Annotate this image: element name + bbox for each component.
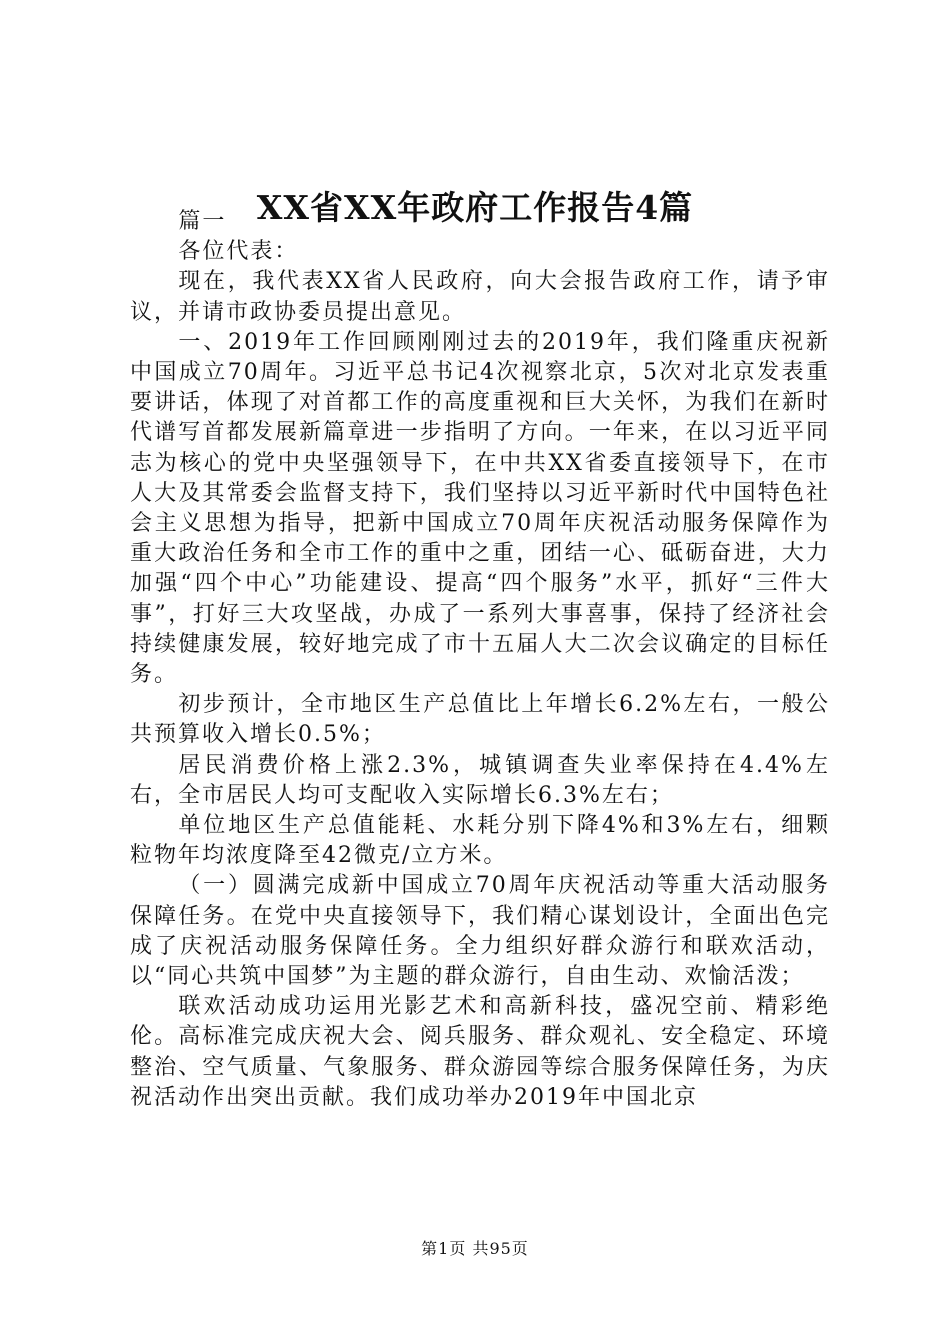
paragraph: 单位地区生产总值能耗、水耗分别下降4%和3%左右，细颗粒物年均浓度降至42微克/立方米。 bbox=[130, 813, 830, 869]
paragraph: 居民消费价格上涨2.3%，城镇调查失业率保持在4.4%左右，全市居民人均可支配收入实际增长6.3%左右； bbox=[130, 752, 830, 808]
page-number-footer: 第1页 共95页 bbox=[421, 1239, 529, 1258]
document-title: XX省XX年政府工作报告4篇 bbox=[256, 188, 694, 227]
paragraph: （一）圆满完成新中国成立70周年庆祝活动等重大活动服务保障任务。在党中央直接领导下，我们精心谋划设计，全面出色完成了庆祝活动服务保障任务。全力组织好群众游行和联欢活动，以“同心共筑中国梦”为主题的群众游行，自由生动、欢愉活泼； bbox=[130, 873, 830, 990]
salutation: 各位代表： bbox=[178, 239, 299, 265]
paragraph: 一、2019年工作回顾刚刚过去的2019年，我们隆重庆祝新中国成立70周年。习近平总书记4次视察北京，5次对北京发表重要讲话，体现了对首都工作的高度重视和巨大关怀，为我们在新时代谱写首都发展新篇章进一步指明了方向。一年来，在以习近平同志为核心的党中央坚强领导下，在中共XX省委直接领导下，在市人大及其常委会监督支持下，我们坚持以习近平新时代中国特色社会主义思想为指导，把新中国成立70周年庆祝活动服务保障作为重大政治任务和全市工作的重中之重，团结一心、砥砺奋进，大力加强“四个中心”功能建设、提高“四个服务”水平，抓好“三件大事”，打好三大攻坚战，办成了一系列大事喜事，保持了经济社会持续健康发展，较好地完成了市十五届人大二次会议确定的目标任务。 bbox=[130, 329, 830, 688]
paragraph: 初步预计，全市地区生产总值比上年增长6.2%左右，一般公共预算收入增长0.5%； bbox=[130, 692, 830, 748]
paragraph: 联欢活动成功运用光影艺术和高新科技，盛况空前、精彩绝伦。高标准完成庆祝大会、阅兵服务、群众观礼、安全稳定、环境整治、空气质量、气象服务、群众游园等综合服务保障任务，为庆祝活动作出突出贡献。我们成功举办2019年中国北京 bbox=[130, 994, 830, 1110]
document-body bbox=[130, 207, 830, 1113]
paragraph: 现在，我代表XX省人民政府，向大会报告政府工作，请予审议，并请市政协委员提出意见。 bbox=[130, 269, 830, 325]
section-heading: 篇一 bbox=[178, 209, 227, 234]
